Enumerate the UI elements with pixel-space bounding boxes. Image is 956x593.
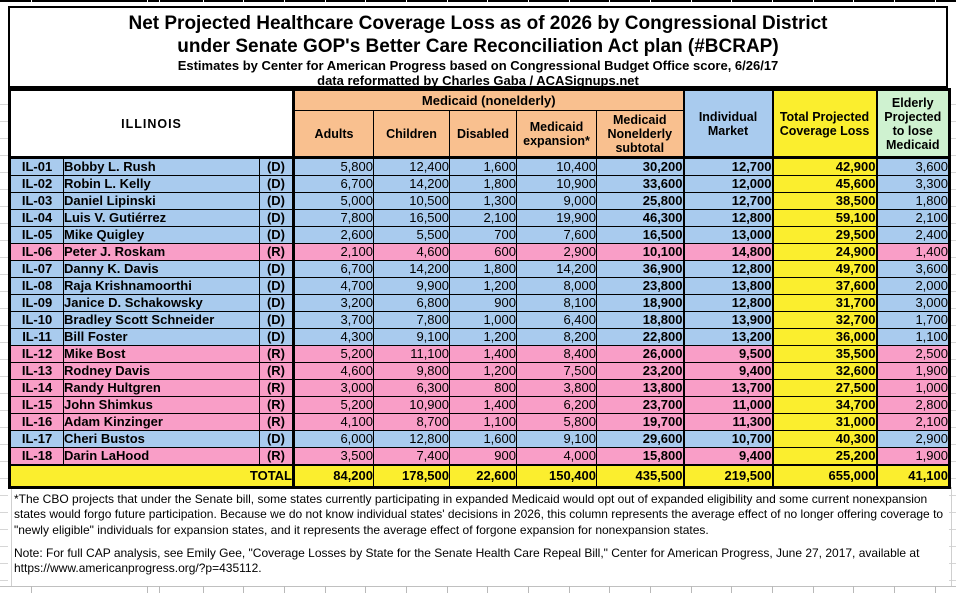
individual-market-cell: 13,700 [684, 380, 773, 397]
children-cell: 7,800 [374, 312, 450, 329]
district-cell: IL-10 [10, 312, 64, 329]
elderly-cell: 3,600 [877, 261, 950, 278]
district-cell: IL-04 [10, 210, 64, 227]
disabled-cell: 2,100 [450, 210, 517, 227]
district-cell: IL-15 [10, 397, 64, 414]
adults-cell: 3,700 [294, 312, 374, 329]
elderly-cell: 3,600 [877, 158, 950, 176]
disabled-cell: 1,200 [450, 278, 517, 295]
rep-name-cell: Bradley Scott Schneider [64, 312, 260, 329]
expansion-cell: 9,000 [517, 193, 597, 210]
table-row [10, 414, 950, 431]
individual-market-cell: 11,000 [684, 397, 773, 414]
total-loss-cell: 59,100 [773, 210, 877, 227]
district-cell: IL-08 [10, 278, 64, 295]
table-row [10, 329, 950, 346]
table-row [10, 278, 950, 295]
elderly-cell: 1,800 [877, 193, 950, 210]
table-row [10, 244, 950, 261]
total-subtotal: 435,500 [597, 465, 684, 488]
rep-name-cell: Peter J. Roskam [64, 244, 260, 261]
disabled-cell: 1,000 [450, 312, 517, 329]
table-row [10, 176, 950, 193]
adults-cell: 6,700 [294, 176, 374, 193]
individual-market-cell: 12,800 [684, 210, 773, 227]
elderly-cell: 3,000 [877, 295, 950, 312]
children-cell: 9,900 [374, 278, 450, 295]
children-cell: 11,100 [374, 346, 450, 363]
subtotal-cell: 10,100 [597, 244, 684, 261]
expansion-cell: 6,200 [517, 397, 597, 414]
title-line-2: under Senate GOP's Better Care Reconciliation Act plan (#BCRAP) [177, 36, 779, 57]
district-cell: IL-07 [10, 261, 64, 278]
table-row [10, 397, 950, 414]
rep-name-cell: Janice D. Schakowsky [64, 295, 260, 312]
party-cell: (D) [260, 158, 294, 176]
subtotal-cell: 16,500 [597, 227, 684, 244]
title-line-1: Net Projected Healthcare Coverage Loss as of 2026 by Congressional District [128, 13, 828, 34]
table-row [10, 158, 950, 176]
adults-cell: 5,200 [294, 397, 374, 414]
disabled-cell: 800 [450, 380, 517, 397]
district-cell: IL-16 [10, 414, 64, 431]
disabled-cell: 900 [450, 448, 517, 466]
adults-cell: 5,000 [294, 193, 374, 210]
table-footer [10, 465, 950, 488]
table-row [10, 312, 950, 329]
rep-name-cell: Rodney Davis [64, 363, 260, 380]
table-row [10, 210, 950, 227]
disabled-cell: 1,800 [450, 261, 517, 278]
total-loss-cell: 25,200 [773, 448, 877, 466]
individual-market-cell: 10,700 [684, 431, 773, 448]
children-cell: 6,300 [374, 380, 450, 397]
district-cell: IL-06 [10, 244, 64, 261]
children-cell: 9,800 [374, 363, 450, 380]
state-label: ILLINOIS [10, 90, 294, 158]
district-cell: IL-09 [10, 295, 64, 312]
total-loss-cell: 34,700 [773, 397, 877, 414]
party-cell: (D) [260, 431, 294, 448]
expansion-cell: 10,900 [517, 176, 597, 193]
party-cell: (R) [260, 346, 294, 363]
adults-cell: 2,100 [294, 244, 374, 261]
party-cell: (R) [260, 448, 294, 466]
children-cell: 10,900 [374, 397, 450, 414]
elderly-cell: 2,100 [877, 414, 950, 431]
col-header-individual-market: Individual Market [684, 90, 773, 158]
subtotal-cell: 25,800 [597, 193, 684, 210]
children-cell: 12,800 [374, 431, 450, 448]
district-cell: IL-18 [10, 448, 64, 466]
total-loss-cell: 32,600 [773, 363, 877, 380]
district-cell: IL-03 [10, 193, 64, 210]
total-individual-market: 219,500 [684, 465, 773, 488]
children-cell: 8,700 [374, 414, 450, 431]
adults-cell: 4,600 [294, 363, 374, 380]
disabled-cell: 1,600 [450, 158, 517, 176]
total-loss-cell: 37,600 [773, 278, 877, 295]
subtotal-cell: 29,600 [597, 431, 684, 448]
rep-name-cell: Luis V. Gutiérrez [64, 210, 260, 227]
party-cell: (D) [260, 193, 294, 210]
party-cell: (R) [260, 397, 294, 414]
party-cell: (R) [260, 380, 294, 397]
table-row [10, 380, 950, 397]
col-header-children: Children [374, 111, 450, 158]
party-cell: (D) [260, 295, 294, 312]
children-cell: 7,400 [374, 448, 450, 466]
children-cell: 6,800 [374, 295, 450, 312]
disabled-cell: 700 [450, 227, 517, 244]
expansion-cell: 7,500 [517, 363, 597, 380]
total-disabled: 22,600 [450, 465, 517, 488]
total-loss-cell: 27,500 [773, 380, 877, 397]
disabled-cell: 900 [450, 295, 517, 312]
source-note: Note: For full CAP analysis, see Emily Gee, "Coverage Losses by State for the Senate Health Care Repeal Bill," Center for American Progress, June 27, 2017, available at https://www.americanprogress.org/?p=435112. [14, 546, 920, 576]
footnote-text: *The CBO projects that under the Senate bill, some states currently participating in expanded Medicaid would opt out of expanded eligibility and some current nonexpansion states would forgo future participation. Because we do not know individual states' decisions in 2026, this column represents the average effect of no longer offering coverage to "newly eligible" individuals for expansion states, and it represents the average effect of forgone expansion for nonexpansion states. [14, 492, 944, 537]
party-cell: (R) [260, 363, 294, 380]
district-cell: IL-11 [10, 329, 64, 346]
subtotal-cell: 23,800 [597, 278, 684, 295]
adults-cell: 4,100 [294, 414, 374, 431]
individual-market-cell: 9,500 [684, 346, 773, 363]
total-children: 178,500 [374, 465, 450, 488]
expansion-cell: 6,400 [517, 312, 597, 329]
rep-name-cell: Bobby L. Rush [64, 158, 260, 176]
left-gridline-strip [0, 88, 8, 586]
expansion-cell: 8,400 [517, 346, 597, 363]
rep-name-cell: Mike Quigley [64, 227, 260, 244]
col-header-subtotal: Medicaid Nonelderly subtotal [597, 111, 684, 158]
total-expansion: 150,400 [517, 465, 597, 488]
rep-name-cell: John Shimkus [64, 397, 260, 414]
elderly-cell: 1,900 [877, 448, 950, 466]
individual-market-cell: 13,200 [684, 329, 773, 346]
individual-market-cell: 12,800 [684, 295, 773, 312]
individual-market-cell: 14,800 [684, 244, 773, 261]
disabled-cell: 600 [450, 244, 517, 261]
party-cell: (R) [260, 414, 294, 431]
table-row [10, 448, 950, 466]
expansion-cell: 3,800 [517, 380, 597, 397]
total-loss-cell: 36,000 [773, 329, 877, 346]
children-cell: 14,200 [374, 261, 450, 278]
adults-cell: 6,000 [294, 431, 374, 448]
total-loss-cell: 42,900 [773, 158, 877, 176]
rep-name-cell: Robin L. Kelly [64, 176, 260, 193]
rep-name-cell: Adam Kinzinger [64, 414, 260, 431]
district-cell: IL-14 [10, 380, 64, 397]
total-loss-cell: 38,500 [773, 193, 877, 210]
total-loss-cell: 32,700 [773, 312, 877, 329]
expansion-cell: 10,400 [517, 158, 597, 176]
total-label: TOTAL [10, 465, 294, 488]
medicaid-group-header: Medicaid (nonelderly) [294, 90, 684, 111]
expansion-cell: 7,600 [517, 227, 597, 244]
col-header-elderly: Elderly Projected to lose Medicaid [877, 90, 950, 158]
district-cell: IL-02 [10, 176, 64, 193]
party-cell: (D) [260, 210, 294, 227]
table-row [10, 346, 950, 363]
total-elderly: 41,100 [877, 465, 950, 488]
elderly-cell: 3,300 [877, 176, 950, 193]
expansion-cell: 19,900 [517, 210, 597, 227]
district-cell: IL-17 [10, 431, 64, 448]
individual-market-cell: 12,700 [684, 158, 773, 176]
elderly-cell: 2,400 [877, 227, 950, 244]
party-cell: (R) [260, 244, 294, 261]
total-adults: 84,200 [294, 465, 374, 488]
adults-cell: 3,500 [294, 448, 374, 466]
children-cell: 9,100 [374, 329, 450, 346]
subtotal-cell: 18,800 [597, 312, 684, 329]
children-cell: 14,200 [374, 176, 450, 193]
individual-market-cell: 12,000 [684, 176, 773, 193]
subtotal-cell: 26,000 [597, 346, 684, 363]
expansion-cell: 8,000 [517, 278, 597, 295]
rep-name-cell: Danny K. Davis [64, 261, 260, 278]
adults-cell: 3,200 [294, 295, 374, 312]
adults-cell: 3,000 [294, 380, 374, 397]
header-band-row [10, 90, 950, 111]
elderly-cell: 2,500 [877, 346, 950, 363]
elderly-cell: 1,900 [877, 363, 950, 380]
adults-cell: 2,600 [294, 227, 374, 244]
children-cell: 16,500 [374, 210, 450, 227]
expansion-cell: 8,100 [517, 295, 597, 312]
elderly-cell: 1,100 [877, 329, 950, 346]
elderly-cell: 1,400 [877, 244, 950, 261]
adults-cell: 7,800 [294, 210, 374, 227]
subtotal-cell: 22,800 [597, 329, 684, 346]
children-cell: 4,600 [374, 244, 450, 261]
expansion-cell: 4,000 [517, 448, 597, 466]
table-row [10, 193, 950, 210]
adults-cell: 6,700 [294, 261, 374, 278]
col-header-adults: Adults [294, 111, 374, 158]
subtotal-cell: 36,900 [597, 261, 684, 278]
party-cell: (D) [260, 312, 294, 329]
table-row [10, 227, 950, 244]
table-body [10, 158, 950, 466]
district-cell: IL-13 [10, 363, 64, 380]
children-cell: 10,500 [374, 193, 450, 210]
expansion-cell: 14,200 [517, 261, 597, 278]
disabled-cell: 1,300 [450, 193, 517, 210]
adults-cell: 5,200 [294, 346, 374, 363]
col-header-total-loss: Total Projected Coverage Loss [773, 90, 877, 158]
expansion-cell: 2,900 [517, 244, 597, 261]
party-cell: (D) [260, 261, 294, 278]
right-margin-gridline [951, 487, 952, 586]
elderly-cell: 2,100 [877, 210, 950, 227]
table-row [10, 431, 950, 448]
elderly-cell: 2,800 [877, 397, 950, 414]
party-cell: (D) [260, 278, 294, 295]
subtotal-cell: 23,700 [597, 397, 684, 414]
expansion-cell: 9,100 [517, 431, 597, 448]
disabled-cell: 1,400 [450, 397, 517, 414]
rep-name-cell: Mike Bost [64, 346, 260, 363]
subtotal-cell: 15,800 [597, 448, 684, 466]
coverage-table [8, 88, 951, 489]
district-cell: IL-05 [10, 227, 64, 244]
rep-name-cell: Bill Foster [64, 329, 260, 346]
total-loss-cell: 24,900 [773, 244, 877, 261]
table-row [10, 363, 950, 380]
elderly-cell: 1,700 [877, 312, 950, 329]
children-cell: 12,400 [374, 158, 450, 176]
party-cell: (D) [260, 176, 294, 193]
subtotal-cell: 33,600 [597, 176, 684, 193]
district-cell: IL-12 [10, 346, 64, 363]
total-loss-cell: 45,600 [773, 176, 877, 193]
individual-market-cell: 13,800 [684, 278, 773, 295]
expansion-cell: 8,200 [517, 329, 597, 346]
rep-name-cell: Daniel Lipinski [64, 193, 260, 210]
district-cell: IL-01 [10, 158, 64, 176]
party-cell: (D) [260, 329, 294, 346]
individual-market-cell: 13,000 [684, 227, 773, 244]
total-loss-cell: 31,000 [773, 414, 877, 431]
individual-market-cell: 12,800 [684, 261, 773, 278]
adults-cell: 4,300 [294, 329, 374, 346]
individual-market-cell: 11,300 [684, 414, 773, 431]
title-box [8, 6, 948, 88]
elderly-cell: 1,000 [877, 380, 950, 397]
adults-cell: 4,700 [294, 278, 374, 295]
individual-market-cell: 9,400 [684, 448, 773, 466]
total-loss-cell: 40,300 [773, 431, 877, 448]
subtitle-line-1: Estimates by Center for American Progress based on Congressional Budget Office score, 6/26/17 [177, 58, 779, 73]
individual-market-cell: 13,900 [684, 312, 773, 329]
grand-total-value: 655,000 [773, 465, 877, 488]
col-header-expansion: Medicaid expansion* [517, 111, 597, 158]
table-header [10, 90, 950, 158]
elderly-cell: 2,900 [877, 431, 950, 448]
subtotal-cell: 30,200 [597, 158, 684, 176]
expansion-cell: 5,800 [517, 414, 597, 431]
elderly-cell: 2,000 [877, 278, 950, 295]
subtotal-cell: 46,300 [597, 210, 684, 227]
subtitle-line-2: data reformatted by Charles Gaba / ACASignups.net [317, 73, 639, 88]
disabled-cell: 1,400 [450, 346, 517, 363]
subtotal-cell: 23,200 [597, 363, 684, 380]
rep-name-cell: Raja Krishnamoorthi [64, 278, 260, 295]
total-loss-cell: 49,700 [773, 261, 877, 278]
disabled-cell: 1,200 [450, 363, 517, 380]
children-cell: 5,500 [374, 227, 450, 244]
disabled-cell: 1,800 [450, 176, 517, 193]
individual-market-cell: 9,400 [684, 363, 773, 380]
total-loss-cell: 35,500 [773, 346, 877, 363]
total-row [10, 465, 950, 488]
subtotal-cell: 19,700 [597, 414, 684, 431]
left-margin-gridline [11, 487, 12, 586]
total-loss-cell: 31,700 [773, 295, 877, 312]
party-cell: (D) [260, 227, 294, 244]
col-header-disabled: Disabled [450, 111, 517, 158]
table-row [10, 295, 950, 312]
table-row [10, 261, 950, 278]
disabled-cell: 1,600 [450, 431, 517, 448]
subtotal-cell: 13,800 [597, 380, 684, 397]
individual-market-cell: 12,700 [684, 193, 773, 210]
rep-name-cell: Cheri Bustos [64, 431, 260, 448]
adults-cell: 5,800 [294, 158, 374, 176]
rep-name-cell: Darin LaHood [64, 448, 260, 466]
rep-name-cell: Randy Hultgren [64, 380, 260, 397]
total-loss-cell: 29,500 [773, 227, 877, 244]
disabled-cell: 1,100 [450, 414, 517, 431]
disabled-cell: 1,200 [450, 329, 517, 346]
subtotal-cell: 18,900 [597, 295, 684, 312]
